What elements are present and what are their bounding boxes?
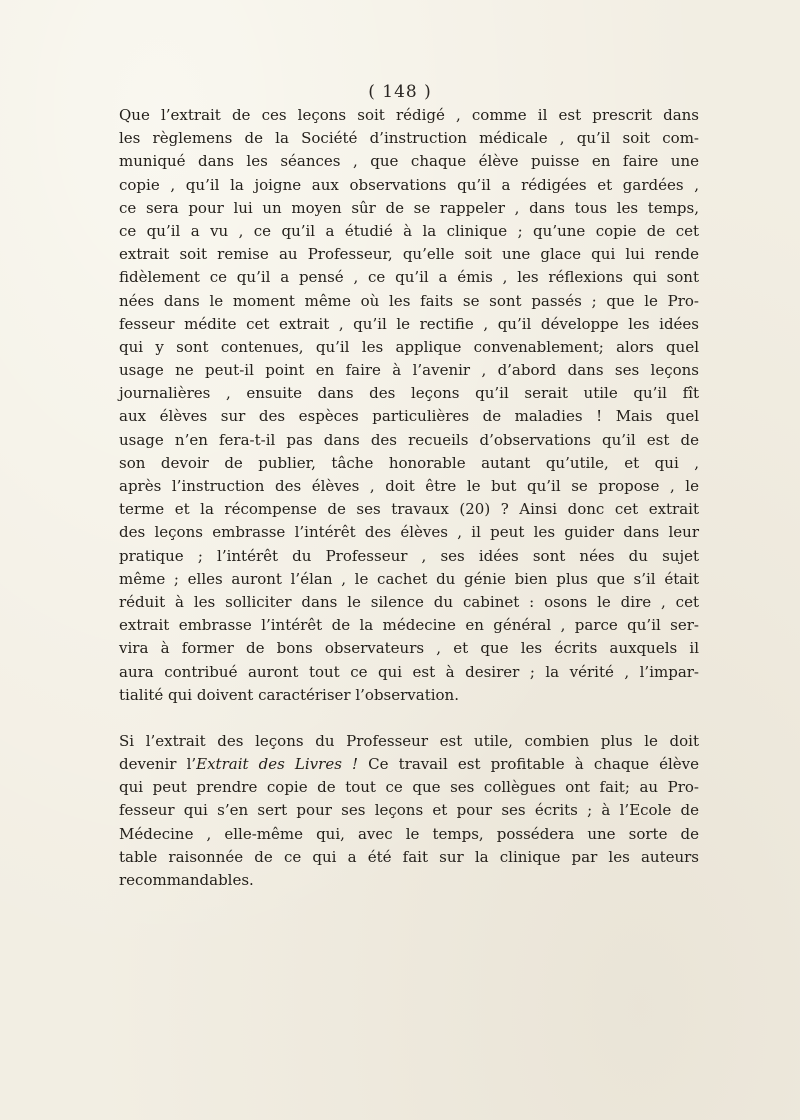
text-line: aura contribué auront tout ce qui est à desirer ; la vérité , l’impar- xyxy=(119,662,699,681)
text-line: Si l’extrait des leçons du Professeur est utile, combien plus le doit xyxy=(119,731,699,750)
text-line: fesseur qui s’en sert pour ses leçons et pour ses écrits ; à l’Ecole de xyxy=(119,801,699,820)
paragraph xyxy=(119,104,699,707)
text-line: ce qu’il a vu , ce qu’il a étudié à la clinique ; qu’une copie de cet xyxy=(119,221,699,240)
text-line: des leçons embrasse l’intérêt des élèves , il peut les guider dans leur xyxy=(119,523,699,542)
page-number: ( 148 ) xyxy=(368,82,432,102)
text-line xyxy=(119,753,699,776)
text-run: Ce travail est profitable à chaque élève xyxy=(358,755,699,774)
text-line: muniqué dans les séances , que chaque élève puisse en faire une xyxy=(119,152,699,171)
text-line: tialité qui doivent caractériser l’observation. xyxy=(119,685,459,704)
paragraph xyxy=(119,730,699,892)
text-line: extrait embrasse l’intérêt de la médecine en général , parce qu’il ser- xyxy=(119,616,699,635)
text-line: qui peut prendre copie de tout ce que ses collègues ont fait; au Pro- xyxy=(119,778,699,797)
text-line: extrait soit remise au Professeur, qu’elle soit une glace qui lui rende xyxy=(119,245,699,264)
text-line: même ; elles auront l’élan , le cachet du génie bien plus que s’il était xyxy=(119,569,699,588)
text-line: qui y sont contenues, qu’il les applique convenablement; alors quel xyxy=(119,337,699,356)
text-run: devenir l’ xyxy=(119,755,197,774)
text-line: pratique ; l’intérêt du Professeur , ses idées sont nées du sujet xyxy=(119,546,699,565)
text-line: terme et la récompense de ses travaux (20) ? Ainsi donc cet extrait xyxy=(119,500,699,519)
text-line: copie , qu’il la joigne aux observations qu’il a rédigées et gardées , xyxy=(119,175,699,194)
text-line: aux élèves sur des espèces particulières de maladies ! Mais quel xyxy=(119,407,699,426)
text-line: vira à former de bons observateurs , et que les écrits auxquels il xyxy=(119,639,699,658)
text-line: son devoir de publier, tâche honorable autant qu’utile, et qui , xyxy=(119,453,699,472)
text-line: réduit à les solliciter dans le silence du cabinet : osons le dire , cet xyxy=(119,592,699,611)
text-line: Médecine , elle-même qui, avec le temps, possédera une sorte de xyxy=(119,824,699,843)
text-line: Que l’extrait de ces leçons soit rédigé , comme il est prescrit dans xyxy=(119,106,699,124)
text-line: les règlemens de la Société d’instruction médicale , qu’il soit com- xyxy=(119,129,699,148)
text-line: fidèlement ce qu’il a pensé , ce qu’il a émis , les réflexions qui sont xyxy=(119,268,699,287)
text-line: nées dans le moment même où les faits se sont passés ; que le Pro- xyxy=(119,291,699,310)
text-line: journalières , ensuite dans des leçons qu’il serait utile qu’il fît xyxy=(119,384,699,403)
text-line: usage ne peut-il point en faire à l’avenir , d’abord dans ses leçons xyxy=(119,361,699,380)
text-line: table raisonnée de ce qui a été fait sur la clinique par les auteurs xyxy=(119,847,699,866)
paragraph-gap xyxy=(119,707,699,730)
text-line: recommandables. xyxy=(119,871,254,889)
text-line: ce sera pour lui un moyen sûr de se rappeler , dans tous les temps, xyxy=(119,198,699,217)
book-title-italic: Extrait des Livres ! xyxy=(196,755,359,774)
text-line: fesseur médite cet extrait , qu’il le rectifie , qu’il développe les idées xyxy=(119,314,699,333)
text-line: usage n’en fera-t-il pas dans des recueils d’observations qu’il est de xyxy=(119,430,699,449)
text-line: après l’instruction des élèves , doit être le but qu’il se propose , le xyxy=(119,477,699,495)
body-text xyxy=(119,104,699,892)
